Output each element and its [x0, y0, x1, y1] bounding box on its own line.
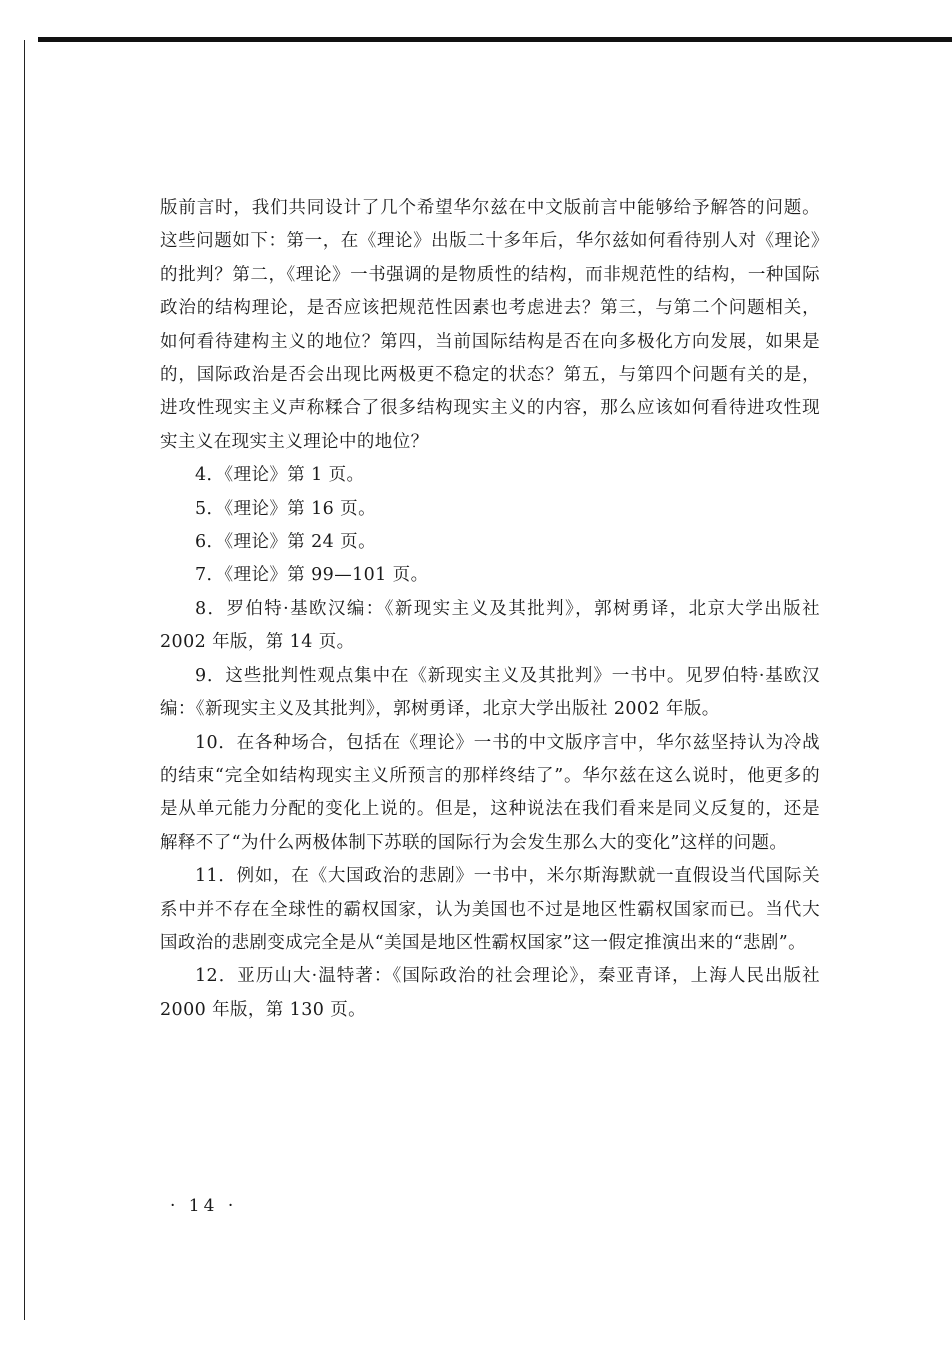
endnote-5: 5．《理论》第 16 页。 [195, 498, 376, 519]
page-content [160, 192, 820, 1027]
body-paragraph: 版前言时，我们共同设计了几个希望华尔兹在中文版前言中能够给予解答的问题。这些问题如下：第一，在《理论》出版二十多年后，华尔兹如何看待别人对《理论》的批判？第二，《理论》一书强调的是物质性的结构，而非规范性的结构，一种国际政治的结构理论，是否应该把规范性因素也考虑进去？第三，与第二个问题相关，如何看待建构主义的地位？第四，当前国际结构是否在向多极化方向发展，如果是的，国际政治是否会出现比两极更不稳定的状态？第五，与第四个问题有关的是，进攻性现实主义声称糅合了很多结构现实主义的内容，那么应该如何看待进攻性现实主义在现实主义理论中的地位？ [160, 198, 820, 452]
endnote-9: 9．这些批判性观点集中在《新现实主义及其批判》一书中。见罗伯特·基欧汉编：《新现实主义及其批判》，郭树勇译，北京大学出版社 2002 年版。 [160, 665, 820, 720]
page-number: · 14 · [170, 1196, 238, 1216]
endnote-4: 4．《理论》第 1 页。 [195, 465, 365, 486]
endnote-11: 11．例如，在《大国政治的悲剧》一书中，米尔斯海默就一直假设当代国际关系中并不存在全球性的霸权国家，认为美国也不过是地区性霸权国家而已。当代大国政治的悲剧变成完全是从“美国是地区性霸权国家”这一假定推演出来的“悲剧”。 [160, 866, 820, 953]
endnote-10: 10．在各种场合，包括在《理论》一书的中文版序言中，华尔兹坚持认为冷战的结束“完全如结构现实主义所预言的那样终结了”。华尔兹在这么说时，他更多的是从单元能力分配的变化上说的。但是，这种说法在我们看来是同义反复的，还是解释不了“为什么两极体制下苏联的国际行为会发生那么大的变化”这样的问题。 [160, 732, 820, 853]
endnote-8: 8．罗伯特·基欧汉编：《新现实主义及其批判》，郭树勇译，北京大学出版社 2002 年版，第 14 页。 [160, 598, 820, 653]
endnote-7: 7．《理论》第 99—101 页。 [195, 565, 429, 586]
left-margin-rule [24, 40, 25, 1320]
endnote-12: 12．亚历山大·温特著：《国际政治的社会理论》，秦亚青译，上海人民出版社 2000 年版，第 130 页。 [160, 966, 820, 1020]
endnote-6: 6．《理论》第 24 页。 [195, 532, 376, 553]
top-rule [38, 37, 952, 42]
